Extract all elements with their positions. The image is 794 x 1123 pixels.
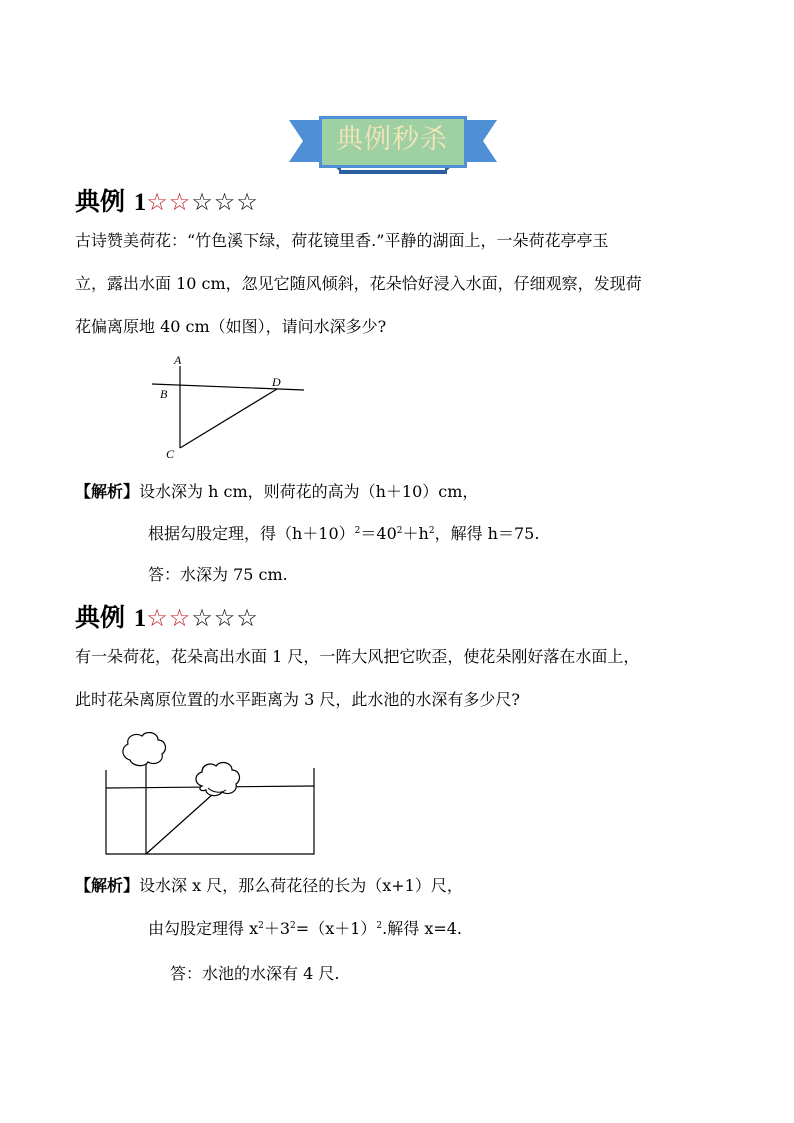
water-surface-line — [152, 384, 304, 390]
superscript: 2 — [258, 921, 264, 931]
flower-fallen-icon — [196, 763, 239, 796]
star-empty-icon: ☆ — [191, 604, 214, 632]
analysis-text: ，解得 h＝75. — [434, 524, 540, 543]
star-filled-icon: ☆ — [146, 188, 169, 216]
star-filled-icon: ☆ — [168, 604, 192, 632]
star-empty-icon: ☆ — [213, 604, 237, 632]
analysis-text: 设水深 x 尺，那么荷花径的长为（x+1）尺， — [139, 876, 463, 895]
star-empty-icon: ☆ — [191, 188, 214, 216]
analysis-text: ＋h — [402, 524, 429, 543]
example2-problem-line: 此时花朵离原位置的水平距离为 3 尺，此水池的水深有多少尺? — [75, 690, 520, 709]
example1-problem-line: 立，露出水面 10 cm，忽见它随风倾斜，花朵恰好浸入水面，仔细观察，发现荷 — [75, 274, 642, 293]
tilted-stem-line — [146, 794, 213, 854]
star-empty-icon: ☆ — [236, 604, 259, 632]
example2-heading — [75, 602, 259, 634]
label-a: A — [174, 353, 182, 367]
analysis-text: 设水深为 h cm，则荷花的高为（h＋10）cm， — [139, 482, 479, 501]
superscript: 2 — [376, 921, 383, 931]
analysis-text: =（x＋1） — [295, 919, 377, 938]
label-b: B — [160, 387, 168, 401]
example1-problem-line: 花偏离原地 40 cm（如图），请问水深多少? — [75, 317, 387, 336]
analysis-text: ＋3 — [263, 919, 291, 938]
example2-answer: 答：水池的水深有 4 尺. — [170, 964, 340, 983]
superscript: 2 — [354, 526, 361, 536]
example2-analysis-line — [148, 917, 462, 941]
example1-analysis-line — [75, 480, 478, 504]
example2-heading-number: 1 — [133, 605, 147, 632]
example1-heading-prefix: 典例 — [75, 187, 134, 216]
flower-upright-icon — [123, 733, 166, 766]
star-filled-icon: ☆ — [146, 604, 169, 632]
example1-problem-line: 古诗赞美荷花：“竹色溪下绿，荷花镜里香.”平静的湖面上，一朵荷花亭亭玉 — [75, 231, 609, 250]
example2-analysis-line — [75, 874, 463, 898]
example1-heading — [75, 186, 259, 218]
banner-shadow — [339, 170, 447, 174]
analysis-text: .解得 x=4. — [382, 919, 463, 938]
example2-problem-line: 有一朵荷花，花朵高出水面 1 尺，一阵大风把它吹歪，使花朵刚好落在水面上， — [75, 647, 640, 666]
superscript: 2 — [428, 526, 435, 536]
example2-heading-prefix: 典例 — [75, 603, 134, 632]
label-d: D — [272, 375, 281, 389]
analysis-text: 根据勾股定理，得（h＋10） — [148, 524, 355, 543]
banner-title: 典例秒杀 — [336, 124, 448, 155]
example2-pond-figure — [100, 732, 320, 860]
analysis-text: 由勾股定理得 x — [148, 919, 259, 938]
label-c: C — [166, 447, 175, 461]
superscript: 2 — [290, 921, 296, 931]
star-empty-icon: ☆ — [236, 188, 259, 216]
superscript: 2 — [396, 526, 403, 536]
analysis-text: ＝40 — [360, 524, 397, 543]
example1-heading-number: 1 — [133, 189, 147, 216]
analysis-label: 【解析】 — [75, 876, 140, 895]
analysis-label: 【解析】 — [75, 482, 140, 501]
example1-triangle-figure — [140, 352, 310, 462]
example1-analysis-line — [148, 522, 539, 546]
tilted-stem-line — [180, 389, 277, 448]
example1-answer: 答：水深为 75 cm. — [148, 565, 288, 584]
star-filled-icon: ☆ — [168, 188, 192, 216]
star-empty-icon: ☆ — [213, 188, 237, 216]
